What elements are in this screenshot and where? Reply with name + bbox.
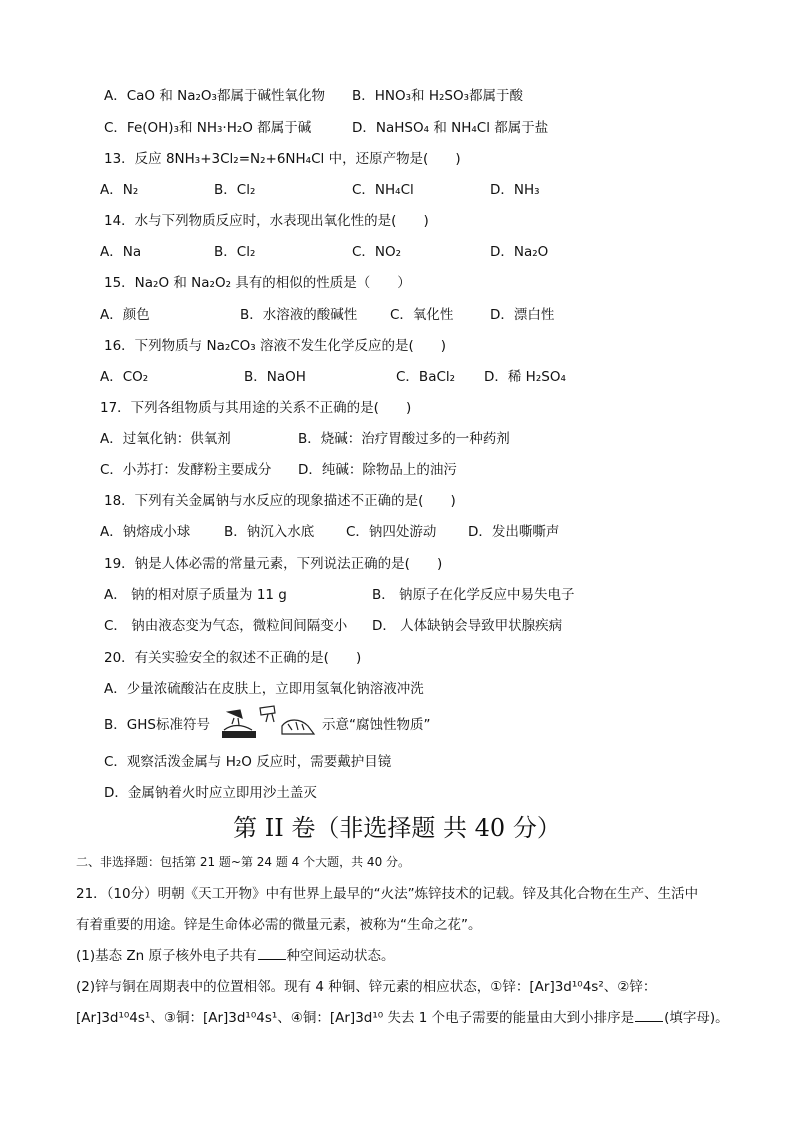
q20-stem: 20．有关实验安全的叙述不正确的是( )	[104, 650, 362, 666]
q17-stem: 17．下列各组物质与其用途的关系不正确的是( )	[100, 400, 412, 416]
q14-option-a: A．Na	[100, 244, 142, 260]
q12-option-d: D．NaHSO₄ 和 NH₄Cl 都属于盐	[352, 120, 549, 136]
q14-option-b: B．Cl₂	[214, 244, 256, 260]
q13-option-a: A．N₂	[100, 182, 139, 198]
q21-subquestion-2-line1: (2)锌与铜在周期表中的位置相邻。现有 4 种铜、锌元素的相应状态，①锌：[Ar]3d¹⁰4s²、②锌：	[76, 979, 657, 995]
q17-option-d: D．纯碱：除物品上的油污	[298, 462, 457, 478]
q19-option-b: B． 钠原子在化学反应中易失电子	[372, 587, 575, 603]
q15-option-d: D．漂白性	[490, 307, 555, 323]
q15-stem: 15．Na₂O 和 Na₂O₂ 具有的相似的性质是（ ）	[104, 275, 411, 291]
q17-option-b: B．烧碱：治疗胃酸过多的一种药剂	[298, 431, 510, 447]
q21-s2-text-end: (填字母)。	[664, 1010, 729, 1026]
q20-option-d: D．金属钠着火时应立即用沙土盖灭	[104, 785, 317, 801]
section-instructions: 二、非选择题：包括第 21 题~第 24 题 4 个大题，共 40 分。	[76, 855, 411, 869]
q14-stem: 14．水与下列物质反应时，水表现出氧化性的是( )	[104, 213, 429, 229]
q18-option-d: D．发出嘶嘶声	[468, 524, 560, 540]
q16-option-d: D．稀 H₂SO₄	[484, 369, 566, 385]
q13-option-d: D．NH₃	[490, 182, 540, 198]
q20-option-b-prefix: B．GHS标准符号	[104, 717, 210, 733]
answer-blank[interactable]	[258, 947, 286, 960]
q18-option-b: B．钠沉入水底	[224, 524, 315, 540]
q13-option-b: B．Cl₂	[214, 182, 256, 198]
q21-stem-line2: 有着重要的用途。锌是生命体必需的微量元素，被称为“生命之花”。	[76, 917, 482, 933]
q12-option-a: A．CaO 和 Na₂O₃都属于碱性氧化物	[104, 88, 325, 104]
q20-option-a: A．少量浓硫酸沾在皮肤上，立即用氢氧化钠溶液冲洗	[104, 681, 424, 697]
q20-option-b-suffix: 示意“腐蚀性物质”	[322, 717, 431, 733]
q15-option-a: A．颜色	[100, 307, 150, 323]
q21-s1-text: (1)基态 Zn 原子核外电子共有	[76, 948, 257, 964]
q12-option-c: C．Fe(OH)₃和 NH₃·H₂O 都属于碱	[104, 120, 312, 136]
q16-stem: 16．下列物质与 Na₂CO₃ 溶液不发生化学反应的是( )	[104, 338, 447, 354]
q14-option-d: D．Na₂O	[490, 244, 549, 260]
q21-subquestion-1	[76, 944, 395, 964]
q12-option-b: B．HNO₃和 H₂SO₃都属于酸	[352, 88, 524, 104]
q18-stem: 18．下列有关金属钠与水反应的现象描述不正确的是( )	[104, 493, 456, 509]
q13-option-c: C．NH₄Cl	[352, 182, 414, 198]
q13-stem: 13．反应 8NH₃+3Cl₂=N₂+6NH₄Cl 中，还原产物是( )	[104, 151, 461, 167]
q21-stem-line1: 21．（10分）明朝《天工开物》中有世界上最早的“火法”炼锌技术的记载。锌及其化合物在生产、生活中	[76, 886, 699, 902]
q21-subquestion-2-line2	[76, 1006, 729, 1026]
section-title: 第 II 卷（非选择题 共 40 分）	[233, 814, 561, 842]
q17-option-a: A．过氧化钠：供氧剂	[100, 431, 231, 447]
q17-option-c: C．小苏打：发酵粉主要成分	[100, 462, 272, 478]
q16-option-c: C．BaCl₂	[396, 369, 456, 385]
q20-option-c: C．观察活泼金属与 H₂O 反应时，需要戴护目镜	[104, 754, 392, 770]
q19-option-a: A． 钠的相对原子质量为 11 g	[104, 587, 287, 603]
q14-option-c: C．NO₂	[352, 244, 402, 260]
q19-option-c: C． 钠由液态变为气态，微粒间间隔变小	[104, 618, 348, 634]
q21-s2-text: [Ar]3d¹⁰4s¹、③铜：[Ar]3d¹⁰4s¹、④铜：[Ar]3d¹⁰ 失去 1 个电子需要的能量由大到小排序是	[76, 1010, 635, 1026]
q19-stem: 19．钠是人体必需的常量元素，下列说法正确的是( )	[104, 556, 443, 572]
corrosive-symbol-icon	[222, 704, 318, 738]
q16-option-a: A．CO₂	[100, 369, 149, 385]
q18-option-a: A．钠熔成小球	[100, 524, 191, 540]
q15-option-b: B．水溶液的酸碱性	[240, 307, 358, 323]
q16-option-b: B．NaOH	[244, 369, 306, 385]
q18-option-c: C．钠四处游动	[346, 524, 437, 540]
q21-s1-text-end: 种空间运动状态。	[286, 948, 395, 964]
answer-blank[interactable]	[635, 1009, 663, 1022]
q15-option-c: C．氧化性	[390, 307, 454, 323]
q19-option-d: D． 人体缺钠会导致甲状腺疾病	[372, 618, 563, 634]
